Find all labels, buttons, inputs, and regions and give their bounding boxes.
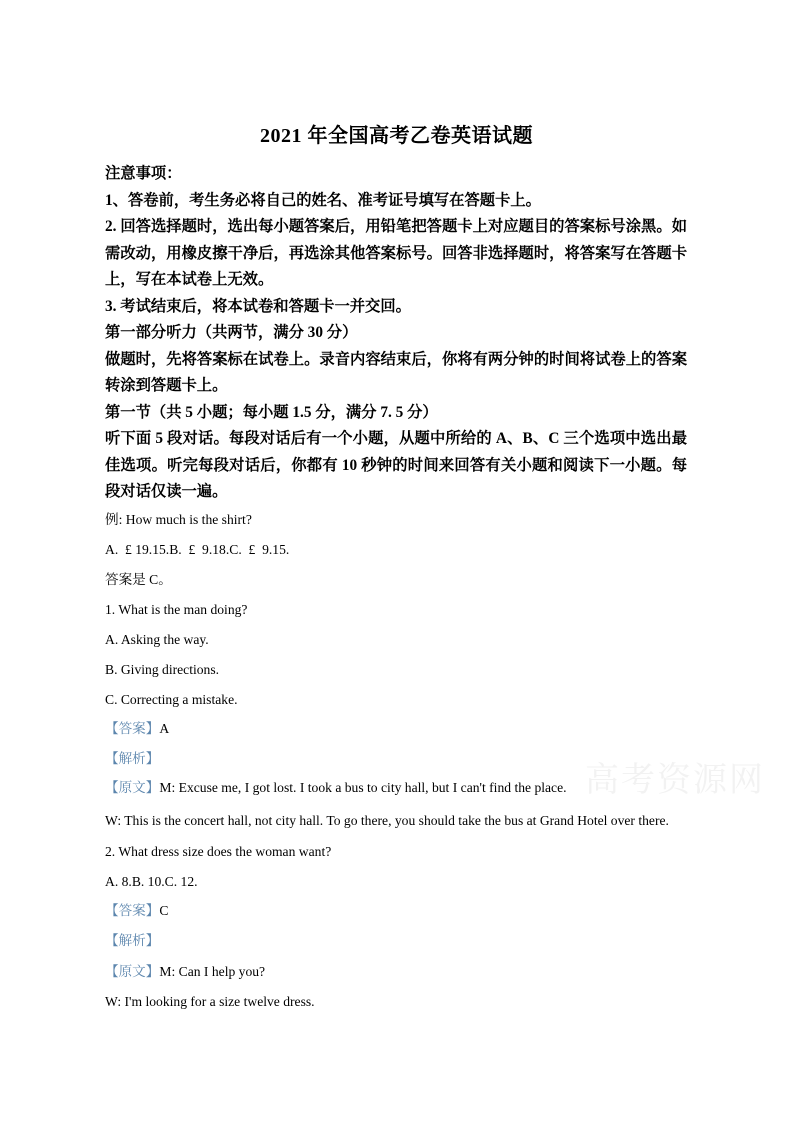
question-2-transcript-rest: W: I'm looking for a size twelve dress.	[105, 994, 315, 1010]
question-2-option-a[interactable]: A. 8.	[105, 874, 132, 890]
page-title: 2021 年全国高考乙卷英语试题	[260, 125, 533, 147]
analysis-marker: 【解析】	[105, 933, 160, 949]
question-2-options-row	[105, 868, 688, 898]
notice-item-2: 2. 回答选择题时，选出每小题答案后，用铅笔把答题卡上对应题目的答案标号涂黑。如需改动，用橡皮擦干净后，再选涂其他答案标号。回答非选择题时，将答案写在答题卡上，写在本试卷上无效。	[105, 218, 687, 288]
question-2-transcript-first	[105, 963, 265, 981]
question-2-analysis-line	[105, 932, 159, 950]
question-2-options	[105, 873, 198, 891]
question-1-option-a[interactable]: A. Asking the way.	[105, 632, 209, 648]
question-1-stem: 1. What is the man doing?	[105, 602, 248, 618]
question-2-transcript-row	[105, 958, 688, 988]
question-2-answer-line	[105, 902, 168, 920]
question-1-answer-line	[105, 720, 169, 738]
question-1-transcript-row	[105, 776, 688, 802]
question-2-transcript-text: M: Can I help you?	[159, 964, 266, 980]
question-2-transcript-rest-row	[105, 988, 688, 1018]
watermark: 高考资源网	[585, 761, 765, 799]
question-2-option-c[interactable]: C. 12.	[164, 874, 198, 890]
question-1-analysis-line	[105, 750, 159, 768]
section-one-instruction: 听下面 5 段对话。每段对话后有一个小题，从题中所给的 A、B、C 三个选项中选出最佳选项。听完每段对话后，你都有 10 秒钟的时间来回答有关小题和阅读下一小题。每段对话仅读一遍。	[105, 430, 687, 500]
answer-marker: 【答案】	[105, 721, 160, 737]
question-2-stem-row	[105, 838, 688, 868]
answer-marker: 【答案】	[105, 903, 160, 919]
question-1-option-c[interactable]: C. Correcting a mistake.	[105, 692, 238, 708]
section-one-heading: 第一节（共 5 小题；每小题 1.5 分，满分 7. 5 分）	[105, 403, 438, 421]
question-1-answer-row	[105, 716, 688, 744]
example-stem-row	[105, 506, 688, 536]
question-1-transcript-first	[105, 779, 567, 797]
notice-item-3: 3. 考试结束后，将本试卷和答题卡一并交回。	[105, 297, 411, 315]
question-1-transcript-text: M: Excuse me, I got lost. I took a bus to city hall, but I can't find the place.	[159, 780, 567, 796]
question-1-analysis-row	[105, 744, 688, 776]
notice-heading: 注意事项：	[105, 165, 182, 182]
question-1-transcript-rest: W: This is the concert hall, not city hall. To go there, you should take the bus at Grand Hotel over there.	[105, 812, 669, 828]
notice-block	[105, 161, 687, 506]
question-1-option-a-row	[105, 626, 688, 656]
question-1-stem-row	[105, 596, 688, 626]
question-1-option-b-row	[105, 656, 688, 686]
example-answer-row	[105, 566, 688, 596]
transcript-marker: 【原文】	[105, 964, 160, 980]
question-2-answer-value: C	[159, 903, 169, 919]
part-one-heading: 第一部分听力（共两节，满分 30 分）	[105, 324, 358, 341]
part-one-instruction: 做题时，先将答案标在试卷上。录音内容结束后，你将有两分钟的时间将试卷上的答案转涂到答题卡上。	[105, 350, 687, 394]
example-options-row	[105, 536, 688, 566]
question-2-analysis-row	[105, 926, 688, 958]
example-options	[105, 541, 289, 559]
question-2-answer-row	[105, 898, 688, 926]
example-answer: 答案是 C。	[105, 572, 172, 588]
question-1-option-b[interactable]: B. Giving directions.	[105, 662, 220, 678]
question-1-option-c-row	[105, 686, 688, 716]
question-1-answer-value: A	[159, 721, 170, 737]
question-2-stem: 2. What dress size does the woman want?	[105, 844, 332, 860]
example-option-a[interactable]: A. £ 19.15.	[105, 542, 170, 558]
example-stem: 例: How much is the shirt?	[105, 512, 252, 528]
transcript-marker: 【原文】	[105, 780, 160, 796]
example-option-b[interactable]: B. £ 9.18.	[169, 542, 230, 558]
question-2-option-b[interactable]: B. 10.	[131, 874, 165, 890]
example-option-c[interactable]: C. £ 9.15.	[229, 542, 290, 558]
notice-item-1: 1、答卷前，考生务必将自己的姓名、准考证号填写在答题卡上。	[105, 191, 541, 209]
analysis-marker: 【解析】	[105, 751, 160, 767]
